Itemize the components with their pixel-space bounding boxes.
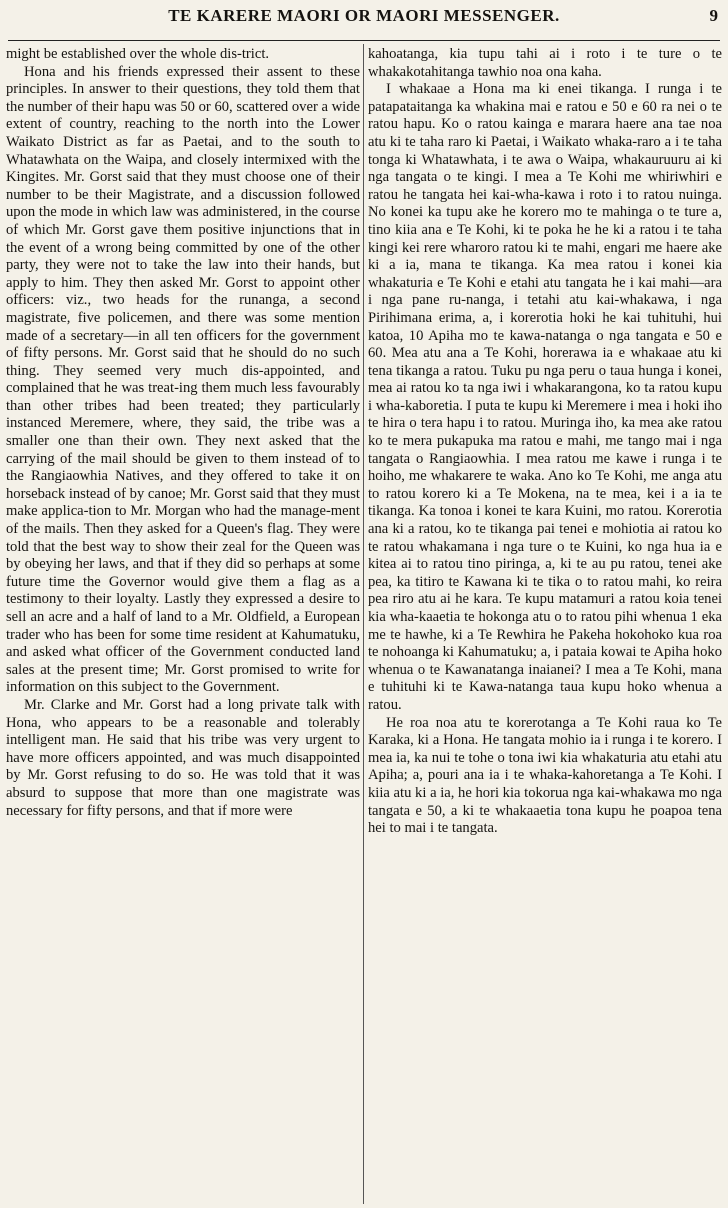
maori-paragraph-1: kahoatanga, kia tupu tahi ai i roto i te ture o te whakakotahitanga tawhio noa ona kaha. <box>368 46 722 80</box>
english-column <box>6 46 360 1204</box>
english-paragraph-3: Mr. Clarke and Mr. Gorst had a long private talk with Hona, who appears to be a reasonable and tolerably intelligent man. He said that his tribe was very urgent to have more officers appointed, and was much disappointed by Mr. Gorst refusing to do so. He was told that it was absurd to suppose that more than one magistrate was necessary for fifty persons, and that if more were <box>6 696 360 819</box>
header-rule <box>8 40 720 41</box>
english-paragraph-2: Hona and his friends expressed their assent to these principles. In answer to their questions, they told them that the number of their hapu was 50 or 60, scattered over a wide extent of country, reaching to the north into the Lower Waikato District as far as Paetai, and to the south to Whatawhata on the Waipa, and closely intermixed with the Kingites. Mr. Gorst said that they must choose one of their number to be their Magistrate, and a discussion followed upon the mode in which law was administered, in the course of which Mr. Gorst gave them positive injunctions that in the event of a wrong being committed by one of the other party, they were not to take the law into their hands, but apply to him. They then asked Mr. Gorst to appoint other officers: viz., two heads for the runanga, a second magistrate, five policemen, and there was some mention made of a secretary—in all ten officers for the government of fifty persons. Mr. Gorst said that he should do no such thing. They seemed very much dis-appointed, and complained that he was treat-ing them much less favourably than other tribes had been treated; they particularly instanced Meremere, where, they said, the tribe was a smaller one than their own. They next asked that the carrying of the mail should be given to them instead of to the Rangiaowhia Natives, and they offered to take it on horseback instead of by canoe; Mr. Gorst said that they must make applica-tion to Mr. Morgan who had the manage-ment of the mails. Then they asked for a Queen's flag. They were told that the best way to show their zeal for the Queen was by obeying her laws, and that if they did so perhaps at some future time the Governor would give them a flag as a testimony to their loyalty. Lastly they expressed a desire to sell an acre and a half of land to a Mr. Oldfield, a European trader who has been for some time resident at Kahumatuku, and asked what officer of the Government conducted land sales at the present time; Mr. Gorst promised to write for information on this subject to the Government. <box>6 63 360 696</box>
english-paragraph-1: might be established over the whole dis-trict. <box>6 46 270 62</box>
page-number: 9 <box>709 6 718 25</box>
maori-paragraph-3: He roa noa atu te korerotanga a Te Kohi raua ko Te Karaka, ki a Hona. He tangata mohio ia i runga i te korero. I mea ia, ka nui te tohe o tona iwi kia whakaturia atu etahi atu Apiha; a, pouri ana ia i te whaka-kahoretanga a Te Kohi. I kiia atu ki a ia, he hori kia tokorua nga kai-whakawa mo nga tangata e 50, a ki te whakaaetia tona kupu he poapoa tena hei to mai i te tangata. <box>368 714 722 837</box>
running-head: TE KARERE MAORI OR MAORI MESSENGER. <box>168 6 560 25</box>
maori-paragraph-2: I whakaae a Hona ma ki enei tikanga. I runga i te patapataitanga ka whakina mai e ratou e 50 e 60 ra nei o te ratou hapu. Ko o ratou kainga e marara haere ana tae noa atu ki te taha raro ki Paetai, i Waikato whaka-raro a i te taha tonga ki Whatawhata, i te awa o Waipa, whakauruuru ai ki nga tangata o te kingi. I mea a Te Kohi me whiriwhiri e ratou he tangata hei kai-wha-kawa i roto i to ratou nuinga. No konei ka tupu ake he korero mo te mahinga o te ture a, tino kiia ana e Te Kohi, ki te poka he he ki a ratou i te taha kingi kei rere wharoro ratou ki te mahi, engari me haere ake ki a ia, mana te tikanga. Ka mea ratou i konei kia whakaturia e Te Kohi e etahi atu tangata he i kai mahi—ara i nga pane ru-nanga, i tetahi atu kai-whakawa, i nga Pirihimana erima, a, i korerotia hoki he kai tuhituhi, hui katoa, 10 Apiha mo te kawa-natanga o nga tangata e 50 e 60. Mea atu ana a Te Kohi, horerawa ia e whakaae atu ki tena tikanga a ratou. Tuku pu nga peru o taua hunga i konei, mea ai ratou ko ta nga iwi i whakarangona, ko ta ratou kupu i wha-kaboretia. I puta te kupu ki Meremere i mea i hoki iho te hira o tera hapu i to ratou. Muringa iho, ka mea ake ratou ko te mera pukapuka ma ratou e mahi, me tango mai i nga tangata o Rangiaowhia. I mea ratou me kawe i runga i te hoiho, me whakarere te waka. Ano ko Te Kohi, me anga atu to ratou korero ki a Te Mokena, na te mea, kei i a ia te tikanga. Ka tonoa i konei te kara Kuini, mo ratou. Korerotia ana ki a ratou, ko te tikanga pai tenei e mohiotia ai ratou ko te ratou whakamana i nga ture o te Kuini, ko nga hua ia e kitea ai to ratou tino piringa, a, ki te au pu ratou, tenei ake pea, ka titiro te Kawana ki te tika o to ratou mahi, ko reira pea riro atu ai he kara. Te kupu matamuri a ratou koia tenei kia wha-kaaetia te hokonga atu o to ratou pihi whenua 1 eka me te hawhe, ki a Te Rewhira he Pakeha hokohoko kua roa te nohoanga ki Kahumatuku; a, i pataia kowai te Apiha hoko whenua o te Kawanatanga inaianei? I mea a Te Kohi, mana e tuhituhi ki te Kawa-natanga taua kupu hoko whenua a ratou. <box>368 81 722 713</box>
column-divider <box>363 44 364 1204</box>
maori-column <box>368 46 722 1204</box>
page-header <box>0 0 728 36</box>
